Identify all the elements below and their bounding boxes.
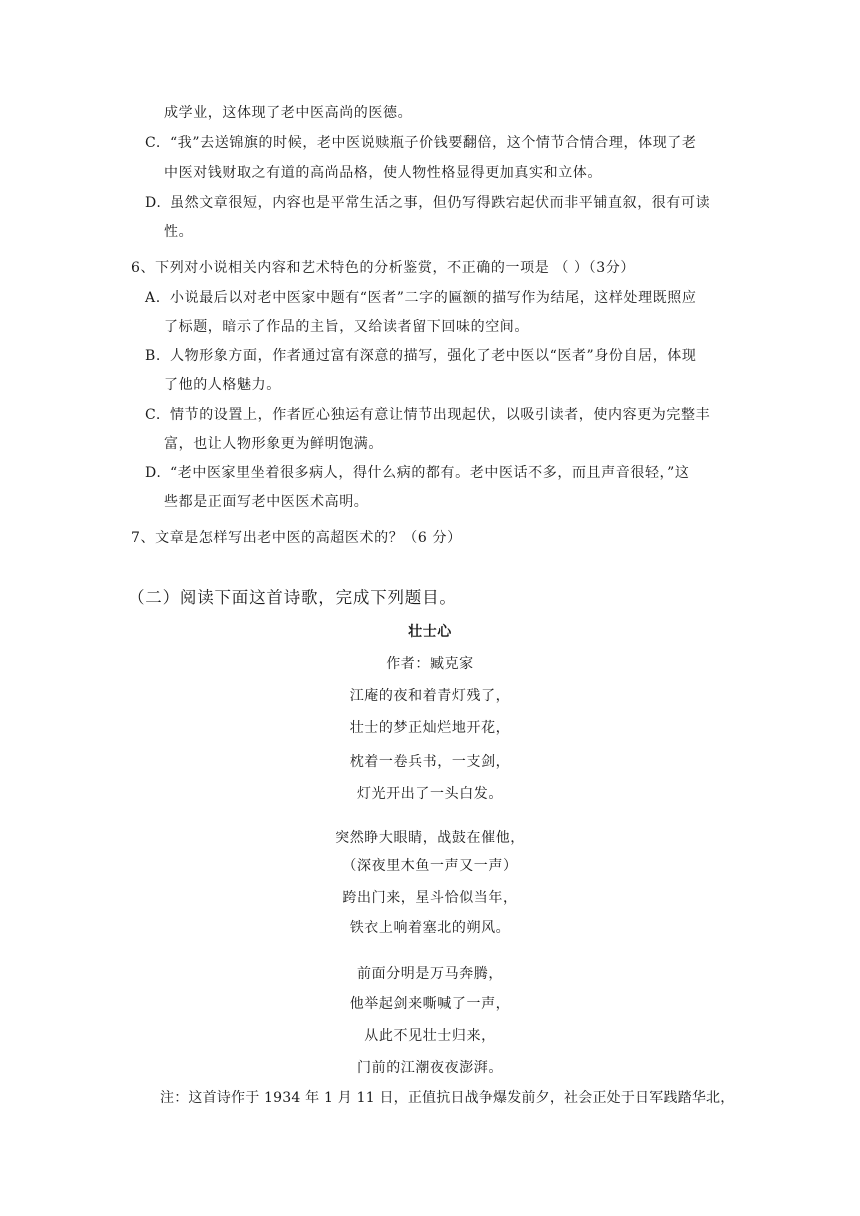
- poem-line: 他举起剑来嘶喊了一声，: [349, 996, 511, 1012]
- poem-author: 作者：臧克家: [386, 656, 474, 672]
- poem-note: 注：这首诗作于 1934 年 1 月 11 日，正值抗日战争爆发前夕，社会正处于日军践踏华北，: [160, 1090, 735, 1106]
- q5-option-d-line1: 虽然文章很短，内容也是平常生活之事，但仍写得跌宕起伏而非平铺直叙，很有可读: [170, 195, 711, 211]
- poem-line: 枕着一卷兵书，一支剑，: [349, 754, 511, 770]
- q6-option-b-line1: 人物形象方面，作者通过富有深意的描写，强化了老中医以“医者”身份自居，体现: [170, 348, 697, 364]
- q6-option-c-line2: 富，也让人物形象更为鲜明饱满。: [164, 436, 383, 452]
- poem-line: 江庵的夜和着青灯残了，: [349, 688, 511, 704]
- q6-option-a-line1: 小说最后以对老中医家中题有“医者”二字的匾额的描写作为结尾，这样处理既照应: [170, 290, 697, 306]
- poem-line: 从此不见壮士归来，: [364, 1028, 496, 1044]
- poem-line: 突然睁大眼睛，战鼓在催他，: [335, 830, 525, 846]
- q6-stem: 6、下列对小说相关内容和艺术特色的分析鉴赏，不正确的一项是 （ ）（3分）: [131, 260, 635, 276]
- poem-line: 前面分明是万马奔腾，: [357, 966, 503, 982]
- q6-option-a-line2: 了标题，暗示了作品的主旨，又给读者留下回味的空间。: [164, 319, 529, 335]
- q5-option-d-label: D.: [145, 195, 162, 211]
- poem-title: 壮士心: [408, 624, 452, 640]
- q6-option-b-line2: 了他的人格魅力。: [164, 377, 281, 393]
- q6-option-c-label: C.: [145, 407, 161, 423]
- q6-option-c-line1: 情节的设置上，作者匠心独运有意让情节出现起伏，以吸引读者，使内容更为完整丰: [170, 407, 711, 423]
- q6-option-d-label: D.: [145, 465, 162, 481]
- q6-option-a-label: A.: [145, 290, 161, 306]
- section-2-heading: （二）阅读下面这首诗歌，完成下列题目。: [128, 588, 457, 607]
- q5-option-d-line2: 性。: [164, 224, 194, 240]
- q7-stem: 7、文章是怎样写出老中医的高超医术的？（6 分）: [131, 530, 462, 546]
- poem-line: 铁衣上响着塞北的朔风。: [349, 920, 511, 936]
- q6-option-d-line2: 些都是正面写老中医医术高明。: [164, 494, 369, 510]
- poem-line: （深夜里木鱼一声又一声）: [342, 858, 518, 874]
- q6-option-d-line1: “老中医家里坐着很多病人，得什么病的都有。老中医话不多，而且声音很轻，”这: [170, 465, 690, 481]
- poem-line: 壮士的梦正灿烂地开花，: [349, 720, 511, 736]
- q5-option-c-label: C.: [145, 135, 161, 151]
- poem-line: 灯光开出了一头白发。: [357, 786, 503, 802]
- q5-option-c-line1: “我”去送锦旗的时候，老中医说赎瓶子价钱要翻倍，这个情节合情合理，体现了老: [170, 135, 697, 151]
- poem-line: 门前的江潮夜夜澎湃。: [357, 1060, 503, 1076]
- q6-option-b-label: B.: [145, 348, 161, 364]
- q5-option-c-line2: 中医对钱财取之有道的高尚品格，使人物性格显得更加真实和立体。: [164, 165, 602, 181]
- poem-line: 跨出门来，星斗恰似当年，: [342, 890, 518, 906]
- q5-option-b-line2: 成学业，这体现了老中医高尚的医德。: [164, 105, 413, 121]
